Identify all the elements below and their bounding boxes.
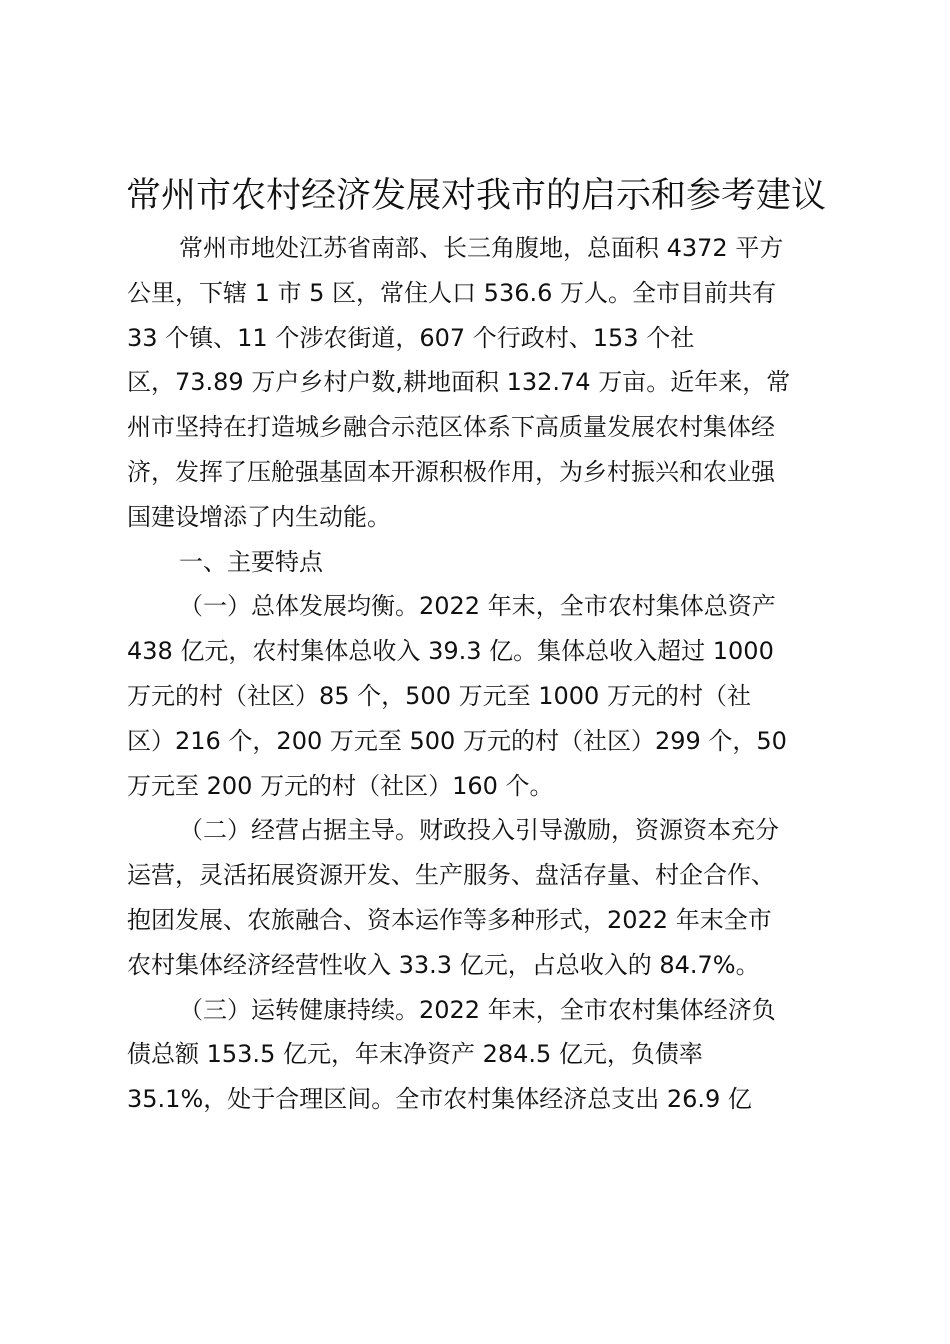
paragraph-line: （三）运转健康持续。2022 年末，全市农村集体经济负 (179, 995, 776, 1024)
paragraph-line: 常州市地处江苏省南部、长三角腹地，总面积 4372 平方 (179, 234, 784, 262)
paragraph-line: 农村集体经济经营性收入 33.3 亿元，占总收入的 84.7%。 (127, 950, 760, 979)
document-title: 常州市农村经济发展对我市的启示和参考建议 (126, 176, 827, 216)
paragraph-line: 33 个镇、11 个涉农街道，607 个行政村、153 个社 (127, 323, 695, 352)
paragraph-line: 济，发挥了压舱强基固本开源积极作用，为乡村振兴和农业强 (127, 457, 775, 486)
paragraph-line: （二）经营占据主导。财政投入引导激励，资源资本充分 (179, 816, 779, 845)
paragraph-line: 万元的村（社区）85 个，500 万元至 1000 万元的村（社 (127, 681, 751, 710)
paragraph-line: 抱团发展、农旅融合、资本运作等多种形式，2022 年末全市 (127, 905, 772, 934)
document-body (127, 226, 827, 1122)
section-heading: 一、主要特点 (179, 547, 323, 576)
paragraph-line: 国建设增添了内生动能。 (127, 502, 391, 531)
paragraph-line: 区，73.89 万户乡村户数,耕地面积 132.74 万亩。近年来，常 (127, 368, 791, 397)
paragraph-line: 州市坚持在打造城乡融合示范区体系下高质量发展农村集体经 (127, 413, 775, 442)
paragraph-line: 运营，灵活拓展资源开发、生产服务、盘活存量、村企合作、 (127, 861, 775, 890)
paragraph-line: 区）216 个，200 万元至 500 万元的村（社区）299 个，50 (127, 726, 787, 755)
paragraph-line: 35.1%，处于合理区间。全市农村集体经济总支出 26.9 亿 (127, 1085, 752, 1114)
paragraph-line: 债总额 153.5 亿元，年末净资产 284.5 亿元，负债率 (127, 1040, 703, 1069)
paragraph-line: （一）总体发展均衡。2022 年末，全市农村集体总资产 (179, 592, 776, 621)
paragraph-line: 438 亿元，农村集体总收入 39.3 亿。集体总收入超过 1000 (127, 637, 774, 666)
paragraph-line: 公里，下辖 1 市 5 区，常住人口 536.6 万人。全市目前共有 (127, 278, 777, 307)
paragraph-line: 万元至 200 万元的村（社区）160 个。 (127, 771, 554, 800)
